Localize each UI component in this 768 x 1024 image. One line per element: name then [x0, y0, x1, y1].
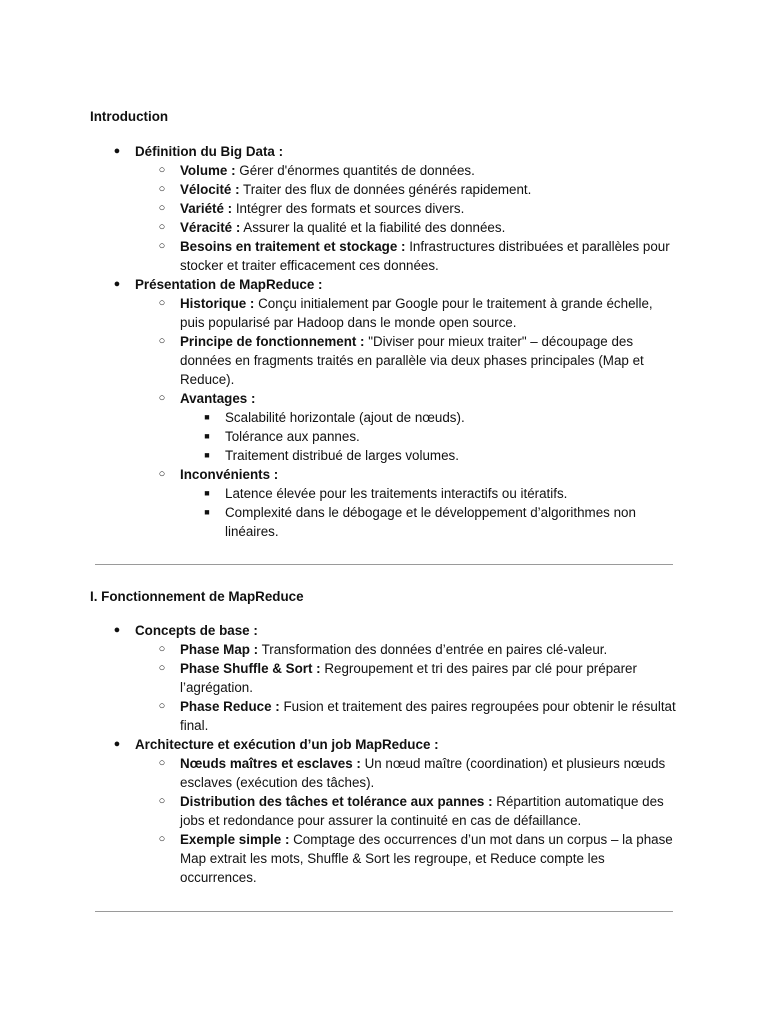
list-item-architecture	[90, 735, 680, 887]
term: Inconvénients :	[180, 467, 279, 482]
list-item	[180, 503, 680, 541]
term: Exemple simple :	[180, 832, 290, 847]
bullet-square: ■	[204, 431, 210, 441]
item-text: Scalabilité horizontale (ajout de nœuds).	[225, 410, 465, 425]
item-text: Répartition automatique des jobs et redondance pour assurer la continuité en cas de défaillance.	[180, 794, 664, 828]
bullet-square: ■	[204, 507, 210, 517]
term: Besoins en traitement et stockage :	[180, 239, 406, 254]
item-text: Gérer d'énormes quantités de données.	[235, 163, 475, 178]
bigdata-label: Définition du Big Data :	[135, 144, 284, 159]
bullet-circle: ○	[158, 240, 166, 252]
item-text: Infrastructures distribuées et parallèles pour stocker et traiter efficacement ces données.	[180, 239, 670, 273]
bullet-disc: ●	[113, 624, 121, 636]
list-item	[135, 199, 680, 218]
bullet-circle: ○	[158, 643, 166, 655]
list-item	[180, 408, 680, 427]
bullet-circle: ○	[158, 468, 166, 480]
bullet-square: ■	[204, 412, 210, 422]
term: Variété :	[180, 201, 233, 216]
list-item	[135, 218, 680, 237]
bullet-circle: ○	[158, 833, 166, 845]
list-item	[180, 484, 680, 503]
term: Phase Reduce :	[180, 699, 280, 714]
bullet-circle: ○	[158, 183, 166, 195]
mapreduce-label: Présentation de MapReduce :	[135, 277, 323, 292]
term: Distribution des tâches et tolérance aux pannes :	[180, 794, 493, 809]
item-text: "Diviser pour mieux traiter" – découpage des données en fragments traités en parallèle via deux phases principales (Map et Reduce).	[180, 334, 644, 387]
list-item	[135, 754, 680, 792]
list-item	[135, 180, 680, 199]
concepts-label: Concepts de base :	[135, 623, 258, 638]
item-text: Tolérance aux pannes.	[225, 429, 360, 444]
mapreduce-sublist	[135, 294, 680, 541]
bullet-disc: ●	[113, 738, 121, 750]
list-item	[135, 332, 680, 389]
bullet-circle: ○	[158, 662, 166, 674]
term: Principe de fonctionnement :	[180, 334, 365, 349]
item-text: Regroupement et tri des paires par clé pour préparer l’agrégation.	[180, 661, 637, 695]
term: Volume :	[180, 163, 236, 178]
architecture-sublist	[135, 754, 680, 887]
item-text: Transformation des données d’entrée en paires clé-valeur.	[258, 642, 608, 657]
list-item	[135, 294, 680, 332]
bullet-circle: ○	[158, 202, 166, 214]
heading-introduction: Introduction	[90, 109, 169, 124]
item-text: Comptage des occurrences d’un mot dans un corpus – la phase Map extrait les mots, Shuffle & Sort les regroupe, et Reduce compte les occurrences.	[180, 832, 673, 885]
list-item	[135, 237, 680, 275]
bullet-circle: ○	[158, 221, 166, 233]
heading-section-1: I. Fonctionnement de MapReduce	[90, 589, 304, 604]
list-item	[135, 465, 680, 541]
inconvenients-sublist	[180, 484, 680, 541]
term: Véracité :	[180, 220, 241, 235]
item-text: Complexité dans le débogage et le développement d’algorithmes non linéaires.	[225, 505, 636, 539]
intro-list	[90, 142, 680, 541]
term: Avantages :	[180, 391, 256, 406]
bullet-square: ■	[204, 450, 210, 460]
bullet-circle: ○	[158, 335, 166, 347]
horizontal-rule	[95, 911, 673, 912]
list-item	[180, 427, 680, 446]
item-text: Un nœud maître (coordination) et plusieurs nœuds esclaves (exécution des tâches).	[180, 756, 666, 790]
bullet-disc: ●	[113, 145, 121, 157]
bullet-circle: ○	[158, 297, 166, 309]
bullet-circle: ○	[158, 392, 166, 404]
item-text: Assurer la qualité et la fiabilité des données.	[240, 220, 506, 235]
list-item	[135, 830, 680, 887]
avantages-sublist	[180, 408, 680, 465]
item-text: Conçu initialement par Google pour le traitement à grande échelle, puis popularisé par Hadoop dans le monde open source.	[180, 296, 653, 330]
item-text: Traitement distribué de larges volumes.	[225, 448, 459, 463]
bullet-disc: ●	[113, 278, 121, 290]
list-item	[135, 659, 680, 697]
list-item	[135, 640, 680, 659]
concepts-sublist	[135, 640, 680, 735]
bullet-square: ■	[204, 488, 210, 498]
architecture-label: Architecture et exécution d’un job MapReduce :	[135, 737, 439, 752]
horizontal-rule	[95, 564, 673, 565]
term: Vélocité :	[180, 182, 240, 197]
item-text: Intégrer des formats et sources divers.	[232, 201, 465, 216]
bullet-circle: ○	[158, 757, 166, 769]
list-item-bigdata	[90, 142, 680, 275]
list-item-concepts	[90, 621, 680, 735]
list-item	[135, 389, 680, 465]
bullet-circle: ○	[158, 700, 166, 712]
term: Phase Shuffle & Sort :	[180, 661, 321, 676]
term: Nœuds maîtres et esclaves :	[180, 756, 361, 771]
list-item	[135, 792, 680, 830]
term: Historique :	[180, 296, 255, 311]
bullet-circle: ○	[158, 164, 166, 176]
list-item	[180, 446, 680, 465]
term: Phase Map :	[180, 642, 259, 657]
section1-list	[90, 621, 680, 887]
item-text: Fusion et traitement des paires regroupées pour obtenir le résultat final.	[180, 699, 676, 733]
item-text: Traiter des flux de données générés rapidement.	[239, 182, 532, 197]
list-item	[135, 697, 680, 735]
list-item-mapreduce	[90, 275, 680, 541]
bullet-circle: ○	[158, 795, 166, 807]
bigdata-sublist	[135, 161, 680, 275]
item-text: Latence élevée pour les traitements interactifs ou itératifs.	[225, 486, 568, 501]
list-item	[135, 161, 680, 180]
